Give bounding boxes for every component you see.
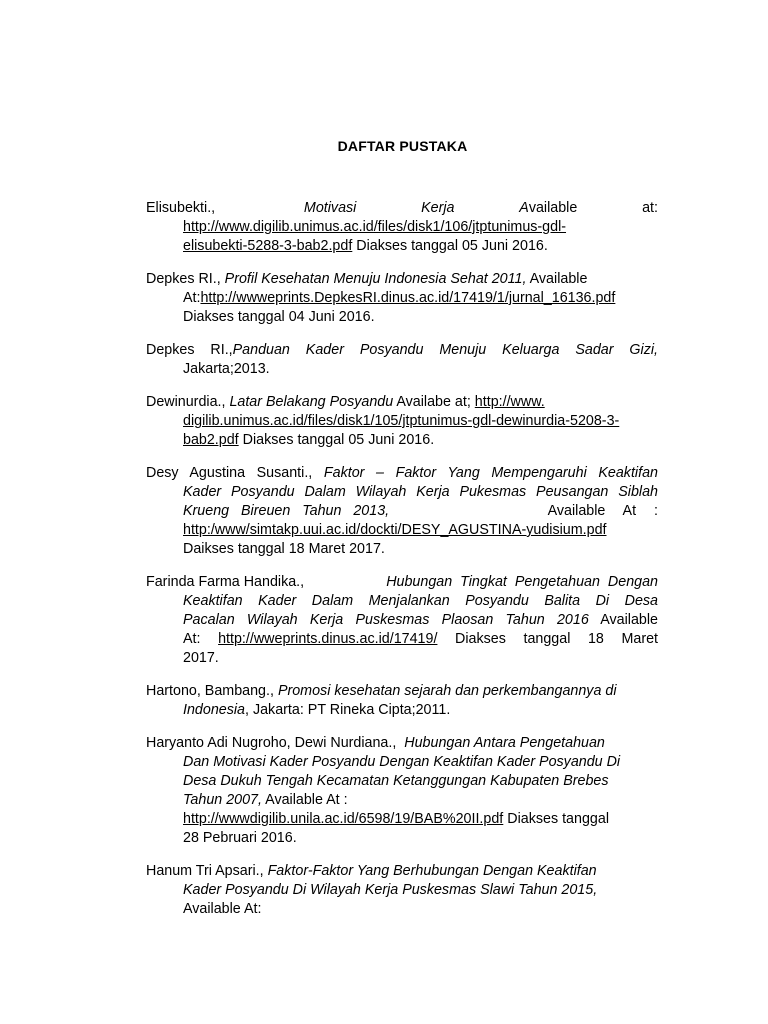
reference-line (146, 341, 658, 360)
reference-available: Available (526, 271, 588, 287)
reference-line (146, 900, 658, 919)
reference-line (146, 237, 658, 256)
reference-line (146, 270, 658, 289)
reference-title: Krueng Bireuen Tahun 2013, (183, 503, 390, 519)
reference-title-part: Kerja (421, 200, 455, 216)
reference-line (146, 829, 658, 848)
reference-item-desy (146, 464, 658, 559)
reference-author: Elisubekti., (146, 200, 216, 216)
reference-title: Pacalan Wilayah Kerja Puskesmas Plaosan Tahun 2016 (183, 612, 589, 628)
reference-access-date: Diakses tanggal 04 Juni 2016. (183, 309, 375, 325)
reference-item-dewinurdia (146, 393, 658, 450)
reference-line (146, 881, 658, 900)
reference-line (146, 483, 658, 502)
reference-list (146, 199, 658, 933)
reference-title: Faktor-Faktor Yang Berhubungan Dengan Keaktifan (267, 863, 597, 879)
reference-line (146, 199, 658, 218)
reference-item-hartono (146, 682, 658, 720)
reference-author: Haryanto Adi Nugroho, Dewi Nurdiana., (146, 735, 405, 751)
reference-item-elisubekti (146, 199, 658, 256)
reference-line (146, 682, 658, 701)
reference-available: Available At : (261, 792, 348, 808)
page-title: DAFTAR PUSTAKA (337, 138, 468, 154)
reference-title: Kader Posyandu Dalam Wilayah Kerja Pukesmas Peusangan Siblah (183, 484, 658, 500)
reference-title: Promosi kesehatan sejarah dan perkembangannya di (277, 683, 617, 699)
reference-url-link[interactable]: bab2.pdf (183, 432, 239, 448)
reference-item-depkes-2011 (146, 270, 658, 327)
reference-publisher: Jakarta;2013. (183, 361, 270, 377)
reference-access-date: 2017. (183, 650, 219, 666)
reference-author: Farinda Farma Handika., (146, 574, 305, 590)
reference-access-date: Diakses tanggal 18 Maret (437, 631, 659, 647)
reference-access-date: Diakses tanggal (503, 811, 609, 827)
reference-title: Tahun 2007, (183, 792, 262, 808)
reference-line (146, 791, 658, 810)
reference-url-link[interactable]: http://wwweprints.DepkesRI.dinus.ac.id/17419/1/jurnal_16136.pdf (200, 290, 616, 306)
reference-item-haryanto (146, 734, 658, 848)
reference-title: Dan Motivasi Kader Posyandu Dengan Keaktifan Kader Posyandu Di (183, 754, 621, 770)
reference-available: Available (588, 612, 658, 628)
reference-line (146, 592, 658, 611)
reference-url-link[interactable]: http:/www/simtakp.uui.ac.id/dockti/DESY_AGUSTINA-yudisium.pdf (183, 522, 607, 538)
reference-line (146, 289, 658, 308)
reference-url-link[interactable]: http://www. (474, 394, 545, 410)
reference-access-date: Diakses tanggal 05 Juni 2016. (352, 238, 548, 254)
reference-item-depkes-2013 (146, 341, 658, 379)
reference-line (146, 810, 658, 829)
reference-title: Indonesia (183, 702, 246, 718)
reference-line (146, 649, 658, 668)
reference-publisher: , Jakarta: PT Rineka Cipta;2011. (245, 702, 451, 718)
reference-title: Hubungan Antara Pengetahuan (404, 735, 605, 751)
reference-line (146, 611, 658, 630)
reference-title: Desa Dukuh Tengah Kecamatan Ketanggungan Kabupaten Brebes (183, 773, 609, 789)
reference-access-date: Daikses tanggal 18 Maret 2017. (183, 541, 385, 557)
reference-available: Availabe at; (393, 394, 475, 410)
reference-line (146, 701, 658, 720)
reference-at: At: (183, 631, 219, 647)
reference-line (146, 753, 658, 772)
reference-url-link[interactable]: http://wwwdigilib.unila.ac.id/6598/19/BAB%20II.pdf (183, 811, 504, 827)
reference-url-link[interactable]: http://www.digilib.unimus.ac.id/files/disk1/106/jtptunimus-gdl- (183, 219, 567, 235)
reference-line (146, 393, 658, 412)
reference-line (146, 734, 658, 753)
reference-line (146, 521, 658, 540)
reference-line (146, 464, 658, 483)
reference-at: At: (183, 290, 201, 306)
reference-url-link[interactable]: http://wweprints.dinus.ac.id/17419/ (218, 631, 438, 647)
reference-line (146, 218, 658, 237)
reference-line (146, 630, 658, 649)
reference-author: Desy Agustina Susanti., (146, 465, 324, 481)
reference-line (146, 540, 658, 559)
reference-at: at: (642, 200, 658, 216)
reference-title: Panduan Kader Posyandu Menuju Keluarga Sadar Gizi, (232, 342, 658, 358)
reference-item-farinda (146, 573, 658, 668)
reference-url-link[interactable]: elisubekti-5288-3-bab2.pdf (183, 238, 353, 254)
reference-line (146, 360, 658, 379)
reference-access-date: Diakses tanggal 05 Juni 2016. (238, 432, 435, 448)
reference-author: Hartono, Bambang., (146, 683, 278, 699)
reference-title: Keaktifan Kader Dalam Menjalankan Posyandu Balita Di Desa (183, 593, 658, 609)
reference-item-hanum (146, 862, 658, 919)
reference-author: Depkes RI., (146, 271, 225, 287)
reference-title-part: Motivasi (303, 200, 357, 216)
reference-title: Hubungan Tingkat Pengetahuan Dengan (386, 574, 658, 590)
reference-line (146, 412, 658, 431)
reference-author: Dewinurdia., (146, 394, 230, 410)
reference-available: Available (519, 200, 578, 216)
reference-available: Available At : (547, 503, 658, 519)
reference-title: Latar Belakang Posyandu (229, 394, 394, 410)
reference-title: Profil Kesehatan Menuju Indonesia Sehat 2011, (224, 271, 527, 287)
reference-line (146, 862, 658, 881)
reference-author: Depkes RI., (146, 342, 233, 358)
reference-available: Available At: (183, 901, 262, 917)
reference-title: Faktor – Faktor Yang Mempengaruhi Keaktifan (323, 465, 658, 481)
reference-line (146, 573, 658, 592)
reference-url-link[interactable]: digilib.unimus.ac.id/files/disk1/105/jtptunimus-gdl-dewinurdia-5208-3- (183, 413, 620, 429)
reference-line (146, 772, 658, 791)
reference-line (146, 431, 658, 450)
reference-title: Kader Posyandu Di Wilayah Kerja Puskesmas Slawi Tahun 2015, (183, 882, 598, 898)
reference-access-date: 28 Pebruari 2016. (183, 830, 297, 846)
reference-line (146, 502, 658, 521)
reference-line (146, 308, 658, 327)
reference-author: Hanum Tri Apsari., (146, 863, 268, 879)
